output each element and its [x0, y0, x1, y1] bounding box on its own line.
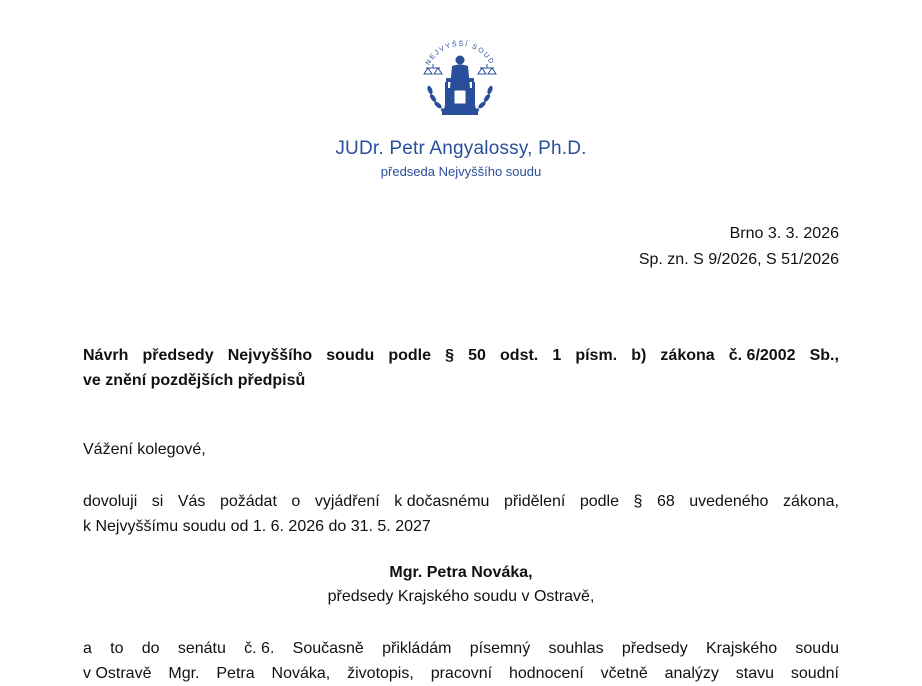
word: Mgr. [168, 665, 200, 682]
paragraph-request-line-2: k Nejvyššímu soudu od 1. 6. 2026 do 31. 5. 2027 [83, 518, 431, 535]
paragraph-attachments-line-1 [83, 636, 839, 661]
file-reference: Sp. zn. S 9/2026, S 51/2026 [638, 251, 839, 268]
word: hodnocení [508, 665, 584, 682]
word: písm. [575, 347, 618, 364]
word: 50 [468, 347, 486, 364]
word: soudu [795, 640, 839, 657]
word: b) [631, 347, 647, 364]
word: 68 [656, 493, 675, 510]
word: přikládám [382, 640, 452, 657]
place-and-date: Brno 3. 3. 2026 [729, 225, 839, 242]
word: vyjádření [314, 493, 380, 510]
word: si [151, 493, 164, 510]
word: Krajského [705, 640, 778, 657]
word: požádat [219, 493, 277, 510]
word: senátu [177, 640, 226, 657]
word: o [291, 493, 301, 510]
author-name: JUDr. Petr Angyalossy, Ph.D. [335, 138, 587, 159]
word: 1 [552, 347, 562, 364]
word: předsedy [142, 347, 214, 364]
word: Sb., [809, 347, 839, 364]
word: životopis, [347, 665, 414, 682]
paragraph-request [83, 489, 839, 539]
word: Návrh [83, 347, 129, 364]
word: dovoluji [83, 493, 138, 510]
word: v Ostravě [83, 665, 152, 682]
word: zákona, [782, 493, 839, 510]
word: soudní [790, 665, 839, 682]
word: stavu [735, 665, 775, 682]
word: č. 6/2002 [728, 347, 796, 364]
word: souhlas [548, 640, 604, 657]
paragraph-request-line-1 [83, 489, 839, 514]
word: analýzy [664, 665, 719, 682]
judge-role: předsedy Krajského soudu v Ostravě, [327, 588, 595, 605]
word: podle [579, 493, 619, 510]
word: do [141, 640, 160, 657]
word: podle [388, 347, 432, 364]
word: soudu [326, 347, 375, 364]
word: Vás [177, 493, 206, 510]
seal-text: NEJVYŠŠÍ SOUD [424, 40, 496, 67]
word: Nejvyššího [227, 347, 313, 364]
word: k dočasnému [394, 493, 490, 510]
word: Nováka, [271, 665, 331, 682]
word: a [83, 640, 92, 657]
subject-line-1 [83, 343, 839, 368]
judge-name: Mgr. Petra Nováka, [389, 564, 533, 581]
letter-meta [639, 221, 839, 273]
word: pracovní [430, 665, 493, 682]
word: § [445, 347, 455, 364]
paragraph-attachments-line-2 [83, 661, 839, 686]
salutation: Vážení kolegové, [83, 441, 206, 458]
subject-line-2: ve znění pozdějších předpisů [83, 372, 306, 389]
word: přidělení [503, 493, 566, 510]
word: včetně [600, 665, 648, 682]
letter-subject [83, 343, 839, 393]
word: Současně [292, 640, 364, 657]
word: předsedy [621, 640, 688, 657]
word: odst. [500, 347, 539, 364]
word: § [633, 493, 643, 510]
word: uvedeného [689, 493, 769, 510]
word: to [110, 640, 124, 657]
word: Petra [216, 665, 255, 682]
word: zákona [660, 347, 715, 364]
court-emblem-logo [410, 30, 510, 130]
word: písemný [469, 640, 531, 657]
author-title: předseda Nejvyššího soudu [380, 164, 542, 179]
word: č. 6. [244, 640, 275, 657]
